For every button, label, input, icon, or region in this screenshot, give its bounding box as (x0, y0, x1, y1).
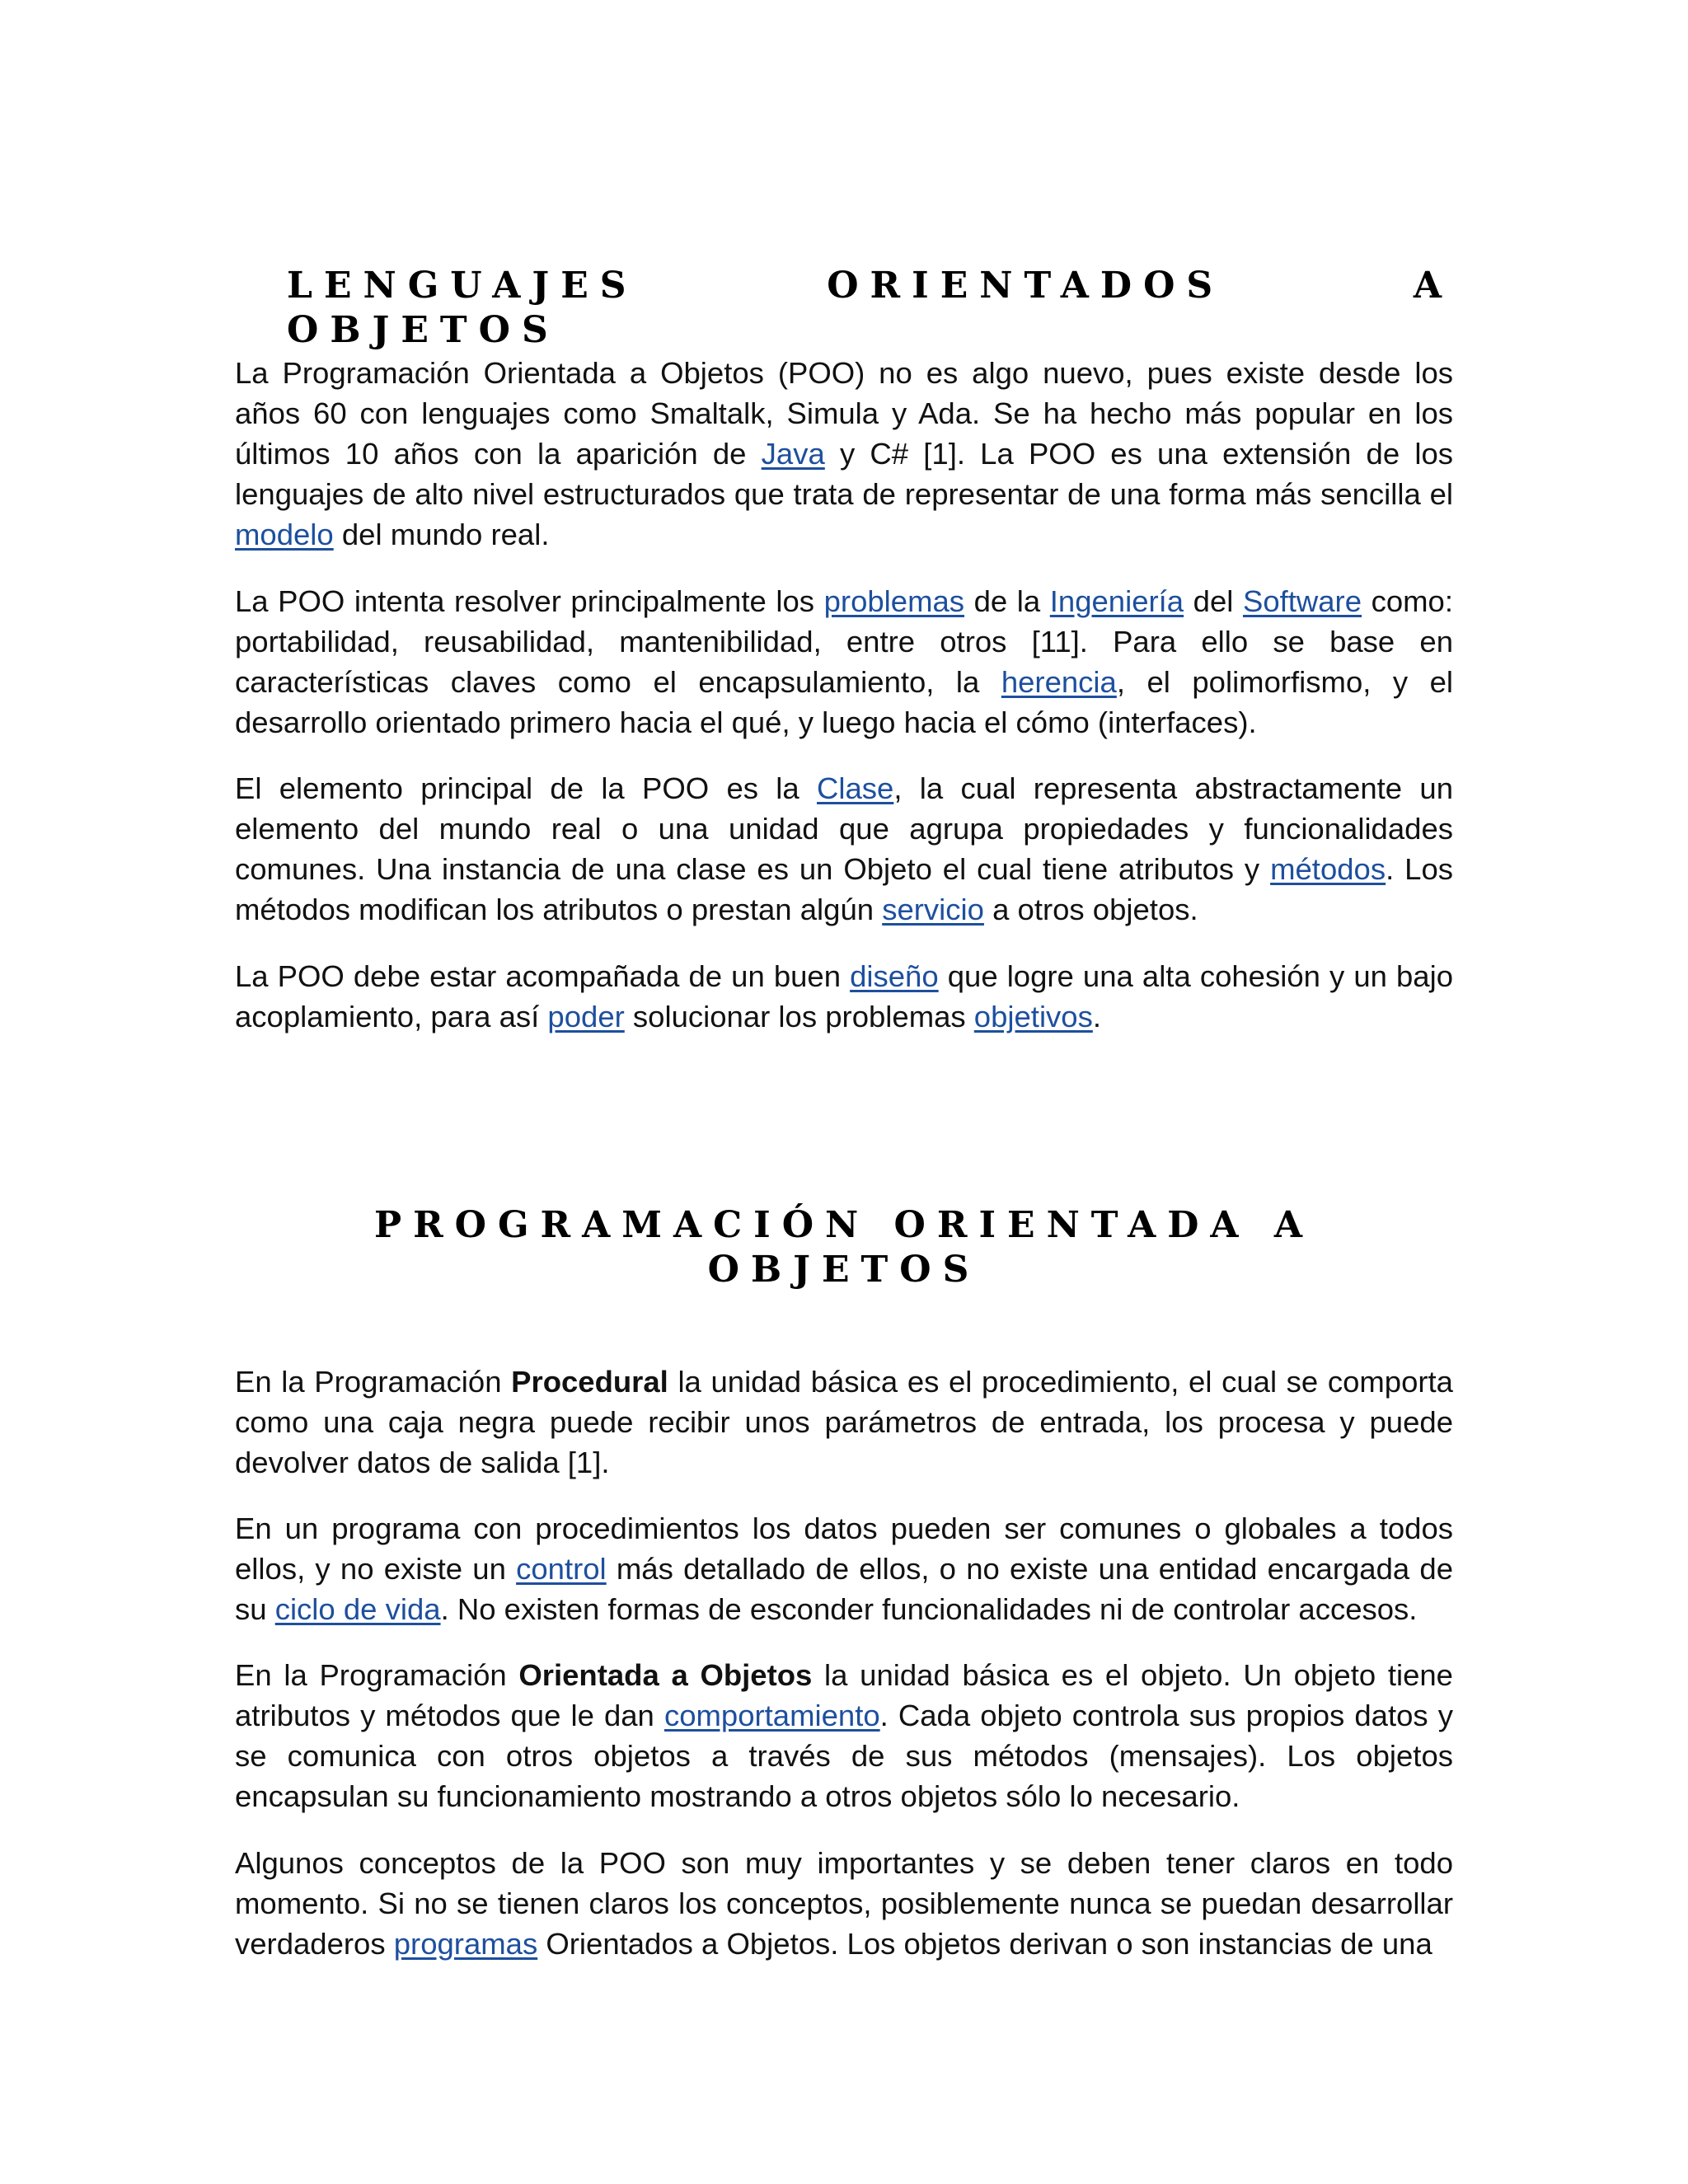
link-poder[interactable]: poder (547, 1000, 625, 1033)
text-run: que logre una alta cohesión y un bajo acoplamiento, para así (235, 959, 1453, 1033)
link-programas[interactable]: programas (393, 1927, 538, 1961)
text-run: . No existen formas de esconder funcionalidades ni de controlar accesos. (440, 1592, 1418, 1626)
text-run: La Programación Orientada a Objetos (POO) no es algo nuevo, pues existe desde los años 60 con lenguajes como Smaltalk, Simula y Ada. Se ha hecho más popular en los últimos 10 años con la aparición de (235, 356, 1453, 471)
text-run: y C# [1]. La POO es una extensión de los lenguajes de alto nivel estructurados que trata de representar de una forma más sencilla el (235, 437, 1453, 511)
text-run: , el polimorfismo, y el desarrollo orientado primero hacia el qué, y luego hacia el cómo (interfaces). (235, 665, 1454, 739)
link-metodos[interactable]: métodos (1270, 852, 1386, 886)
bold-term-orientada-objetos: Orientada a Objetos (518, 1658, 813, 1692)
text-run: El elemento principal de la POO es la (235, 771, 817, 805)
link-problemas[interactable]: problemas (823, 584, 965, 618)
heading-line-1: PROGRAMACIÓN ORIENTADA A (373, 1204, 1315, 1246)
heading-word: LENGUAJES (287, 265, 638, 307)
section-heading-programacion (235, 1203, 1453, 1292)
text-run: a otros objetos. (983, 893, 1198, 926)
text-run: , la cual representa abstractamente un elemento del mundo real o una unidad que agrupa propiedades y funcionalidades comunes. Una instancia de una clase es un Objeto el cual tiene atributos y (235, 771, 1453, 886)
text-run: solucionar los problemas (624, 1000, 974, 1033)
paragraph-poo-intro (235, 353, 1453, 555)
text-run: la unidad básica es el procedimiento, el cual se comporta como una caja negra puede recibir unos parámetros de entrada, los procesa y puede devolver datos de salida [1]. (235, 1365, 1453, 1479)
text-run: Orientados a Objetos. Los objetos derivan o son instancias de una (537, 1927, 1432, 1961)
link-diseno[interactable]: diseño (850, 959, 939, 993)
link-ingenieria[interactable]: Ingeniería (1049, 584, 1184, 618)
heading-line-2: OBJETOS (287, 309, 560, 351)
text-run: La POO intenta resolver principalmente los (235, 584, 824, 618)
link-ciclo-de-vida[interactable]: ciclo de vida (274, 1592, 441, 1626)
text-run: . (1092, 1000, 1102, 1033)
text-run: del mundo real. (333, 518, 550, 551)
text-run: Algunos conceptos de la POO son muy importantes y se deben tener claros en todo momento. Si no se tienen claros los conceptos, posiblemente nunca se puedan desarrollar verdaderos (235, 1846, 1453, 1961)
link-java[interactable]: Java (761, 437, 825, 471)
heading-line-1 (287, 264, 1453, 308)
link-comportamiento[interactable]: comportamiento (663, 1699, 880, 1732)
text-run: del (1184, 584, 1243, 618)
paragraph-poo-clase (235, 768, 1453, 930)
link-servicio[interactable]: servicio (882, 893, 984, 926)
link-herencia[interactable]: herencia (1001, 665, 1117, 699)
heading-word: A (1413, 265, 1453, 307)
heading-line-2: OBJETOS (707, 1249, 981, 1291)
paragraph-procedural (235, 1361, 1453, 1483)
text-run: la unidad básica es el objeto. Un objeto tiene atributos y métodos que le dan (235, 1658, 1453, 1732)
paragraph-procedimientos (235, 1508, 1453, 1629)
text-run: La POO debe estar acompañada de un buen (235, 959, 851, 993)
link-control[interactable]: control (516, 1552, 607, 1586)
heading-word: ORIENTADOS (827, 265, 1225, 307)
paragraph-poo-problems (235, 581, 1453, 743)
text-run: En la Programación (235, 1658, 519, 1692)
text-run: de la (964, 584, 1050, 618)
paragraph-orientada-objetos (235, 1655, 1453, 1816)
paragraph-poo-diseno (235, 956, 1453, 1037)
link-objetivos[interactable]: objetivos (973, 1000, 1093, 1033)
text-run: En un programa con procedimientos los datos pueden ser comunes o globales a todos ellos, y no existe un (235, 1511, 1453, 1586)
text-run: como: portabilidad, reusabilidad, mantenibilidad, entre otros [11]. Para ello se base en características claves como el encapsulamiento, la (235, 584, 1453, 699)
link-modelo[interactable]: modelo (235, 518, 334, 551)
text-run: más detallado de ellos, o no existe una entidad encargada de su (235, 1552, 1453, 1626)
bold-term-procedural: Procedural (511, 1365, 668, 1399)
text-run: En la Programación (235, 1365, 512, 1399)
link-software[interactable]: Software (1242, 584, 1362, 618)
paragraph-conceptos (235, 1843, 1453, 1964)
text-run: . Los métodos modifican los atributos o prestan algún (235, 852, 1453, 926)
section-heading-lenguajes (287, 264, 1453, 353)
text-run: . Cada objeto controla sus propios datos y se comunica con otros objetos a través de sus métodos (mensajes). Los objetos encapsulan su funcionamiento mostrando a otros objetos sólo lo necesario. (235, 1699, 1453, 1813)
link-clase[interactable]: Clase (817, 771, 894, 805)
